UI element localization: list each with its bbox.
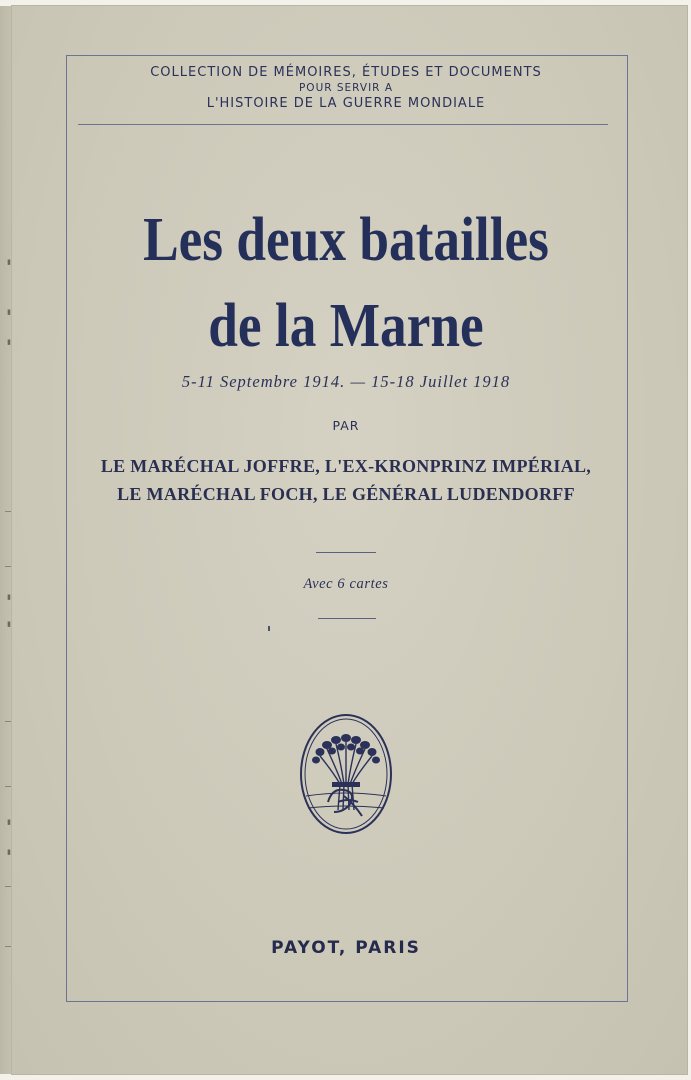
series-header (66, 64, 626, 113)
wheat-sheaf-monogram-icon (298, 712, 394, 836)
paper-speck (268, 626, 270, 631)
publisher-imprint: PAYOT, PARIS (271, 938, 421, 958)
series-divider (78, 124, 608, 125)
book-title (66, 196, 626, 368)
spine-mark: ▮ (7, 818, 11, 826)
title-line-1: Les deux batailles (143, 206, 549, 274)
by-label: PAR (332, 418, 360, 433)
series-line-2: POUR SERVIR A (298, 82, 394, 94)
spine-mark: ▮ (7, 848, 11, 856)
battle-dates: 5-11 Septembre 1914. — 15-18 Juillet 1918 (181, 372, 511, 391)
spine-mark: ▮ (7, 308, 11, 316)
series-line-1: COLLECTION DE MÉMOIRES, ÉTUDES ET DOCUMENTS (150, 65, 542, 80)
spine-mark: ▮ (7, 593, 11, 601)
short-divider-top (316, 552, 376, 553)
maps-note: Avec 6 cartes (303, 576, 389, 592)
authors-line-2: LE MARÉCHAL FOCH, LE GÉNÉRAL LUDENDORFF (117, 484, 575, 504)
spine-mark: ▮ (7, 258, 11, 266)
short-divider-bottom (318, 618, 376, 619)
title-line-2: de la Marne (208, 292, 484, 360)
series-line-3: L'HISTOIRE DE LA GUERRE MONDIALE (206, 96, 486, 111)
authors-line-1: LE MARÉCHAL JOFFRE, L'EX-KRONPRINZ IMPÉRIAL, (100, 456, 592, 476)
spine-mark: ▮ (7, 338, 11, 346)
spine-mark: ▮ (7, 620, 11, 628)
authors-block (66, 452, 626, 508)
